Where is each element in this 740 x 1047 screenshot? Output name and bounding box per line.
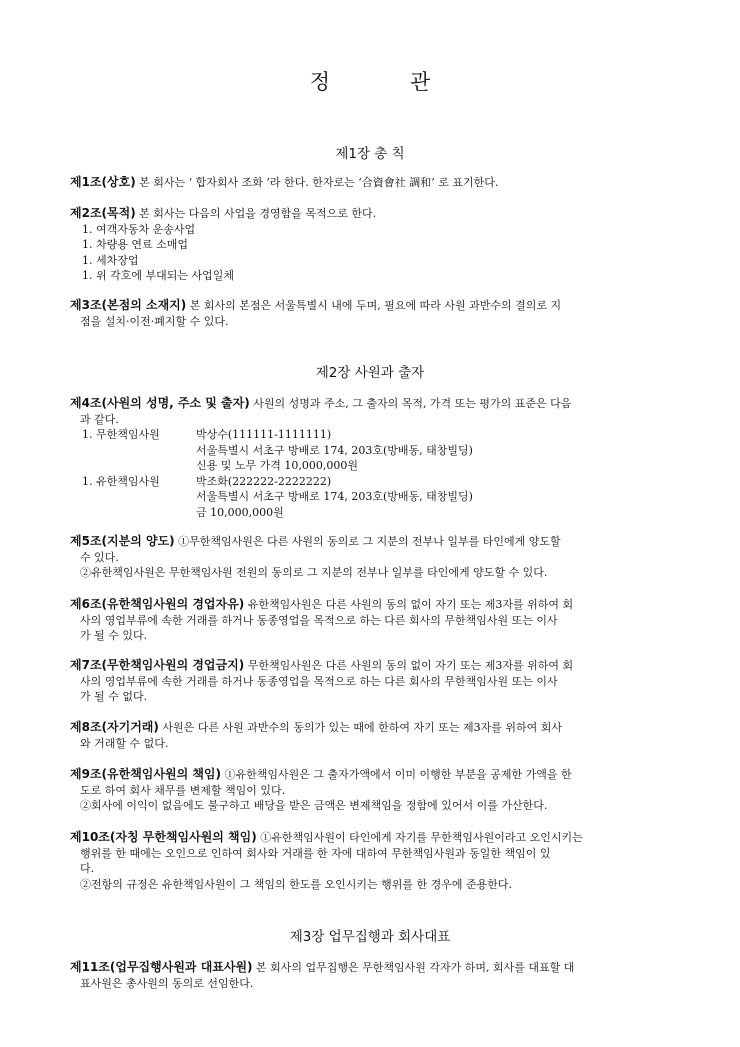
article-3-text-cont: 점을 설치·이전·폐지할 수 있다. [80, 314, 229, 328]
article-7-heading: 제7조(무한책임사원의 경업금지) [70, 658, 245, 672]
article-10-text: ①유한책임사원이 타인에게 자기를 무한책임사원이라고 오인시키는 [256, 831, 583, 844]
purpose-item: 1. 차량용 연료 소매업 [82, 238, 188, 251]
article-4-text: 사원의 성명과 주소, 그 출자의 목적, 가격 또는 평가의 표준은 다음 [249, 397, 572, 410]
article-7-text-cont: 사의 영업부류에 속한 거래를 하거나 동종영업을 목적으로 하는 다른 회사의 무한책임사원 또는 이사 [80, 674, 558, 688]
article-6-text: 유한책임사원은 다른 사원의 동의 없이 자기 또는 제3자를 위하여 회 [244, 598, 574, 611]
article-6-text-cont: 가 될 수 있다. [80, 629, 148, 642]
article-10-clause-2: ②전항의 규정은 유한책임사원이 그 책임의 한도를 오인시키는 행위를 한 경우에 준용한다. [80, 877, 512, 891]
member-1-type: 1. 무한책임사원 [82, 428, 160, 441]
member-1-name: 박상수(111111-1111111) [196, 428, 332, 441]
article-11-heading: 제11조(업무집행사원과 대표사원) [70, 960, 253, 974]
article-11-text: 본 회사의 업무집행은 무한책임사원 각자가 하며, 회사를 대표할 대 [252, 961, 575, 974]
member-2 [70, 474, 672, 490]
article-7 [70, 658, 672, 705]
chapter-3-heading: 제3장 업무집행과 회사대표 [289, 929, 451, 945]
article-2-text: 본 회사는 다음의 사업을 경영함을 목적으로 한다. [135, 207, 377, 220]
article-8-text-cont: 와 거래할 수 없다. [80, 736, 169, 750]
member-2-contribution: 금 10,000,000원 [196, 505, 284, 519]
article-8-text: 사원은 다른 사원 과반수의 동의가 있는 때에 한하여 자기 또는 제3자를 위하여 회사 [158, 721, 562, 734]
article-1-text: 본 회사는 ‘ 합자회사 조화 ’라 한다. 한자로는 ‘合資會社 調和’ 로 표기한다. [135, 176, 499, 189]
article-10-heading: 제10조(자칭 무한책임사원의 책임) [70, 830, 257, 844]
article-9-clause-2: ②회사에 이익이 없음에도 불구하고 배당을 받은 금액은 변제책임을 정함에 있어서 이를 가산한다. [80, 799, 548, 812]
article-5-clause-2: ②유한책임사원은 무한책임사원 전원의 동의로 그 지분의 전부나 일부를 타인에게 양도할 수 있다. [80, 566, 548, 579]
purpose-item: 1. 세차장업 [82, 253, 139, 267]
article-11-text-cont: 표사원은 총사원의 동의로 선임한다. [80, 976, 254, 990]
article-5-text-cont: 수 있다. [80, 550, 119, 564]
title-char-2: 관 [410, 70, 431, 94]
purpose-item: 1. 여객자동차 운송사업 [82, 222, 196, 236]
member-1-address: 서울특별시 서초구 방배로 174, 203호(방배동, 태창빌딩) [196, 443, 473, 457]
article-7-text-cont: 가 될 수 없다. [80, 690, 148, 703]
article-8-heading: 제8조(자기거래) [70, 720, 159, 734]
article-5 [70, 534, 672, 581]
article-7-text: 무한책임사원은 다른 사원의 동의 없이 자기 또는 제3자를 위하여 회 [244, 659, 574, 672]
article-9-text: ①유한책임사원은 그 출자가액에서 이미 이행한 부분을 공제한 가액을 한 [221, 768, 572, 781]
article-6-text-cont: 사의 영업부류에 속한 거래를 하거나 동종영업을 목적으로 하는 다른 회사의 무한책임사원 또는 이사 [80, 613, 558, 627]
article-3-heading: 제3조(본점의 소재지) [70, 298, 187, 312]
purpose-item: 1. 위 각호에 부대되는 사업일체 [82, 269, 234, 282]
article-5-text: ①무한책임사원은 다른 사원의 동의로 그 지분의 전부나 일부를 타인에게 양도할 [174, 535, 561, 548]
article-11 [70, 960, 672, 991]
article-8 [70, 720, 672, 751]
article-4-heading: 제4조(사원의 성명, 주소 및 출자) [70, 396, 250, 410]
article-2-heading: 제2조(목적) [70, 206, 136, 220]
article-1-heading: 제1조(상호) [70, 175, 136, 189]
article-3-text: 본 회사의 본점은 서울특별시 내에 두며, 필요에 따라 사원 과반수의 결의로 지 [186, 299, 562, 312]
member-1 [70, 427, 672, 443]
member-2-address: 서울특별시 서초구 방배로 174, 203호(방배동, 태창빌딩) [196, 490, 473, 503]
member-1-contribution: 신용 및 노무 가격 10,000,000원 [196, 459, 358, 472]
article-10 [70, 830, 672, 892]
article-2 [70, 206, 672, 284]
article-3 [70, 298, 672, 329]
article-6-heading: 제6조(유한책임사원의 경업자유) [70, 597, 245, 611]
article-4 [70, 396, 672, 520]
article-9-text-cont: 도로 하여 회사 채무를 변제할 책임이 있다. [80, 783, 286, 797]
article-6 [70, 597, 672, 644]
article-9 [70, 767, 672, 814]
article-10-text-cont: 다. [80, 862, 95, 875]
article-1 [70, 175, 672, 191]
chapter-1-heading: 제1장 총 칙 [335, 146, 405, 162]
article-10-text-cont: 행위를 한 때에는 오인으로 인하여 회사와 거래를 한 자에 대하여 무한책임사원과 동일한 책임이 있 [80, 846, 551, 860]
article-4-text-cont: 과 같다. [80, 412, 119, 426]
chapter-2-heading: 제2장 사원과 출자 [315, 365, 425, 381]
member-2-name: 박조화(222222-2222222) [196, 474, 332, 488]
title-char-1: 정 [309, 70, 330, 94]
article-9-heading: 제9조(유한책임사원의 책임) [70, 767, 222, 781]
document-title [0, 66, 740, 96]
member-2-type: 1. 유한책임사원 [82, 474, 160, 488]
article-5-heading: 제5조(지분의 양도) [70, 534, 175, 548]
